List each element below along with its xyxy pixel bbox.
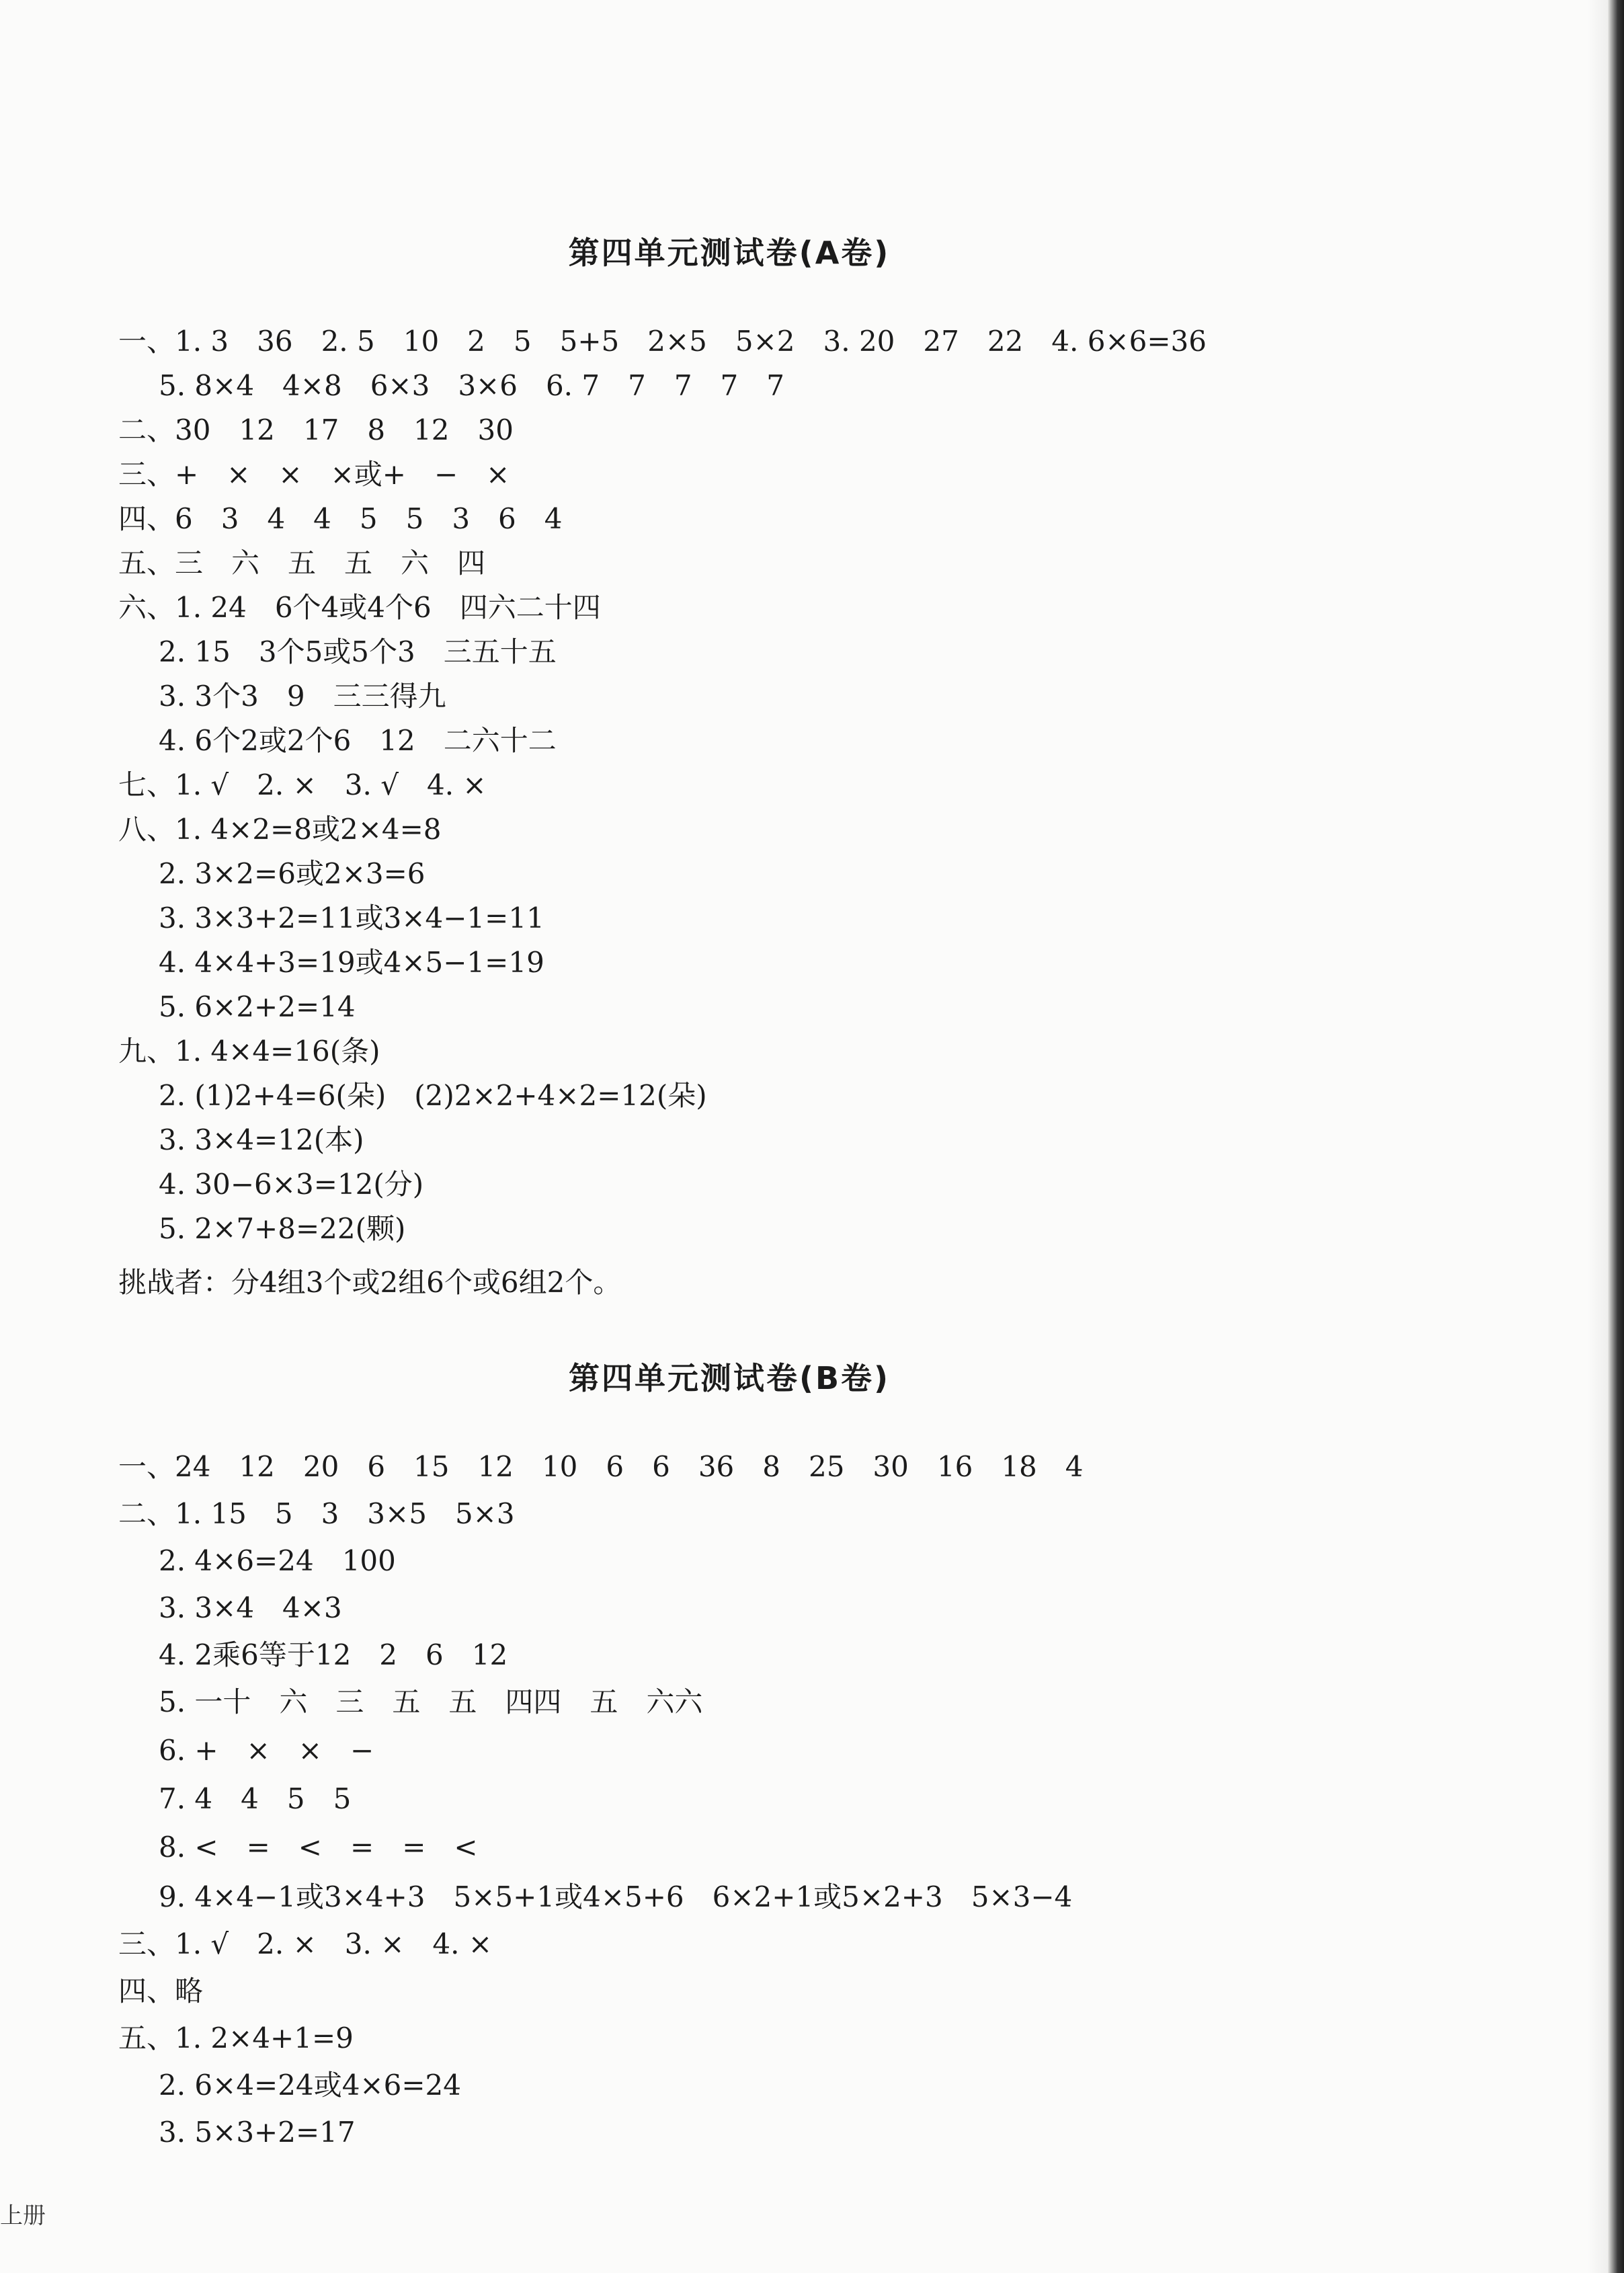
answer-line: 一、1. 3 36 2. 5 10 2 5 5+5 2×5 5×2 3. 20 27 22 4. 6×6=36 <box>118 325 1207 358</box>
answer-line: 3. 3个3 9 三三得九 <box>159 680 446 713</box>
answer-line: 4. 6个2或2个6 12 二六十二 <box>159 724 557 757</box>
answer-line: 2. 6×4=24或4×6=24 <box>159 2069 461 2102</box>
answer-line: 5. 一十 六 三 五 五 四四 五 六六 <box>159 1685 703 1718</box>
answer-line: 三、1. √ 2. × 3. × 4. × <box>118 1927 493 1960</box>
answer-line: 五、1. 2×4+1=9 <box>118 2022 354 2055</box>
answer-line: 七、1. √ 2. × 3. √ 4. × <box>118 768 487 801</box>
answer-line: 4. 30−6×3=12(分) <box>159 1168 424 1201</box>
answer-line: 5. 8×4 4×8 6×3 3×6 6. 7 7 7 7 7 <box>159 369 784 402</box>
page-binding-edge <box>1608 0 1624 2273</box>
answer-line: 2. 3×2=6或2×3=6 <box>159 857 425 890</box>
answer-line: 2. 15 3个5或5个3 三五十五 <box>159 635 557 668</box>
answer-line: 六、1. 24 6个4或4个6 四六二十四 <box>118 591 601 624</box>
answer-line: 3. 5×3+2=17 <box>159 2116 356 2149</box>
answer-line: 一、24 12 20 6 15 12 10 6 6 36 8 25 30 16 18 4 <box>118 1450 1084 1483</box>
answer-line: 8. < = < = = < <box>159 1831 478 1864</box>
answer-line: 7. 4 4 5 5 <box>159 1782 352 1815</box>
answer-line: 3. 3×4 4×3 <box>159 1591 342 1624</box>
answer-line: 9. 4×4−1或3×4+3 5×5+1或4×5+6 6×2+1或5×2+3 5×3−4 <box>159 1880 1073 1913</box>
answer-line: 3. 3×4=12(本) <box>159 1123 364 1156</box>
answer-line: 2. (1)2+4=6(朵) (2)2×2+4×2=12(朵) <box>159 1079 707 1112</box>
answer-line: 九、1. 4×4=16(条) <box>118 1035 380 1068</box>
answer-line: 二、30 12 17 8 12 30 <box>118 413 514 446</box>
answer-line: 四、略 <box>118 1975 204 2007</box>
answer-line: 5. 6×2+2=14 <box>159 990 356 1023</box>
answer-line: 3. 3×3+2=11或3×4−1=11 <box>159 902 544 934</box>
answer-line: 五、三 六 五 五 六 四 <box>118 547 486 580</box>
section-b-title: 第四单元测试卷(B卷) <box>568 1360 891 1396</box>
page-footer-label: 上册 <box>0 2202 46 2229</box>
answer-line: 八、1. 4×2=8或2×4=8 <box>118 813 442 846</box>
answer-line: 4. 2乘6等于12 2 6 12 <box>159 1638 508 1671</box>
answer-line: 二、1. 15 5 3 3×5 5×3 <box>118 1497 515 1530</box>
answer-line: 5. 2×7+8=22(颗) <box>159 1212 406 1245</box>
binding-shadow <box>1588 0 1608 2273</box>
answer-line: 4. 4×4+3=19或4×5−1=19 <box>159 946 544 979</box>
answer-line: 四、6 3 4 4 5 5 3 6 4 <box>118 502 563 535</box>
answer-line: 6. + × × − <box>159 1734 374 1767</box>
answer-line: 2. 4×6=24 100 <box>159 1544 396 1577</box>
answer-line: 三、+ × × ×或+ − × <box>118 458 510 491</box>
challenge-line: 挑战者：分4组3个或2组6个或6组2个。 <box>118 1266 622 1299</box>
section-a-title: 第四单元测试卷(A卷) <box>568 235 891 271</box>
